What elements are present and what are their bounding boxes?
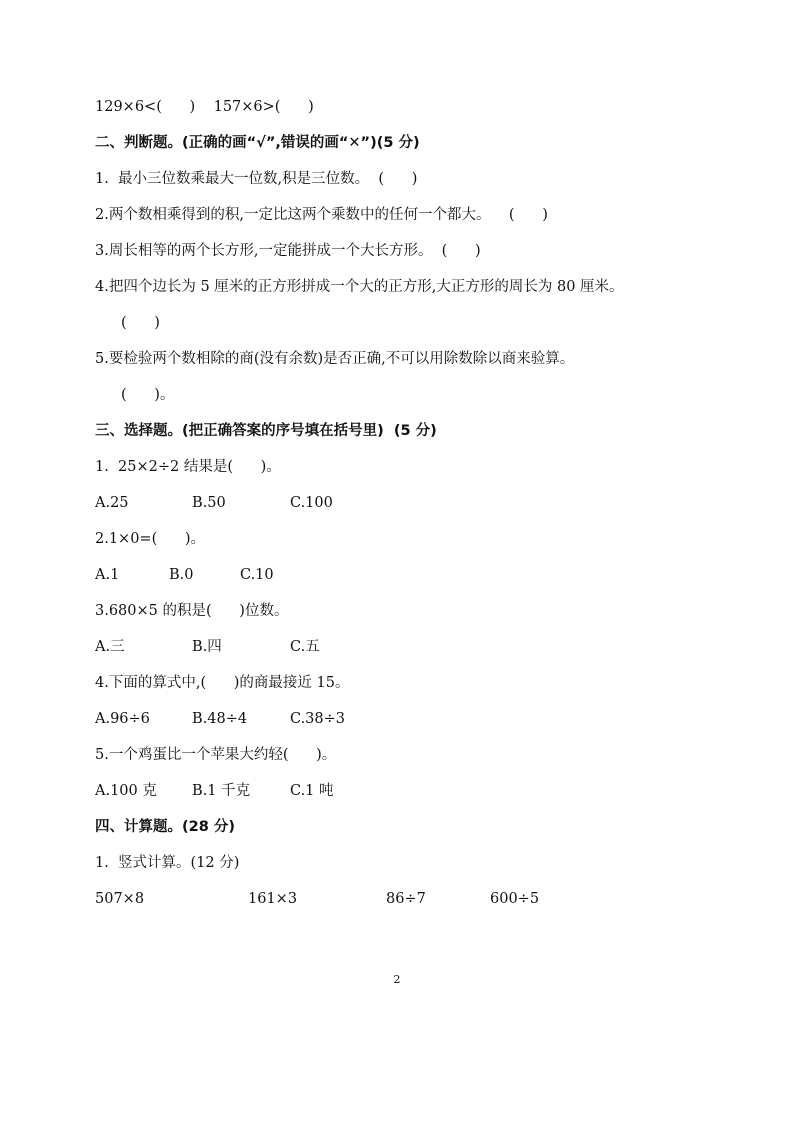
comparison-line: 129×6<( ) 157×6>( ) xyxy=(95,99,314,115)
choice-option: B.48÷4 xyxy=(192,711,248,727)
choice-option: C.100 xyxy=(290,495,333,511)
judge-item-1: 1. 最小三位数乘最大一位数,积是三位数。 ( ) xyxy=(95,171,418,187)
section-3-heading: 三、选择题。(把正确答案的序号填在括号里) (5 分) xyxy=(95,423,437,439)
choice-option: A.25 xyxy=(95,495,129,511)
page-number: 2 xyxy=(393,973,401,986)
choice-option: B.四 xyxy=(192,639,222,655)
calc-expression: 600÷5 xyxy=(490,891,540,907)
section-4-heading: 四、计算题。(28 分) xyxy=(95,819,235,835)
choice-option: B.0 xyxy=(169,567,194,583)
judge-item-5: 5.要检验两个数相除的商(没有余数)是否正确,不可以用除数除以商来验算。 xyxy=(95,351,575,367)
choice-option: B.1 千克 xyxy=(192,783,251,799)
choice-question-3: 3.680×5 的积是( )位数。 xyxy=(95,603,289,619)
judge-item-2: 2.两个数相乘得到的积,一定比这两个乘数中的任何一个都大。 ( ) xyxy=(95,207,548,223)
choice-question-2: 2.1×0=( )。 xyxy=(95,531,206,547)
choice-option: C.10 xyxy=(240,567,274,583)
calc-expression: 507×8 xyxy=(95,891,145,907)
choice-option: A.96÷6 xyxy=(95,711,150,727)
choice-option: A.100 克 xyxy=(95,783,157,799)
choice-question-5: 5.一个鸡蛋比一个苹果大约轻( )。 xyxy=(95,747,337,763)
calc-sub-heading: 1. 竖式计算。(12 分) xyxy=(95,855,240,871)
calc-expression: 161×3 xyxy=(248,891,298,907)
choice-option: A.1 xyxy=(95,567,120,583)
section-2-heading: 二、判断题。(正确的画“√”,错误的画“✕”)(5 分) xyxy=(95,135,420,151)
choice-option: C.五 xyxy=(290,639,320,655)
judge-item-4: 4.把四个边长为 5 厘米的正方形拼成一个大的正方形,大正方形的周长为 80 厘米。 xyxy=(95,279,624,295)
calc-expression: 86÷7 xyxy=(386,891,426,907)
choice-question-1: 1. 25×2÷2 结果是( )。 xyxy=(95,459,281,475)
choice-option: C.1 吨 xyxy=(290,783,334,799)
judge-item-3: 3.周长相等的两个长方形,一定能拼成一个大长方形。 ( ) xyxy=(95,243,481,259)
choice-question-4: 4.下面的算式中,( )的商最接近 15。 xyxy=(95,675,350,691)
judge-item-5-answer: ( )。 xyxy=(121,387,175,403)
judge-item-4-answer: ( ) xyxy=(121,315,160,331)
choice-option: C.38÷3 xyxy=(290,711,346,727)
choice-option: B.50 xyxy=(192,495,226,511)
choice-option: A.三 xyxy=(95,639,125,655)
